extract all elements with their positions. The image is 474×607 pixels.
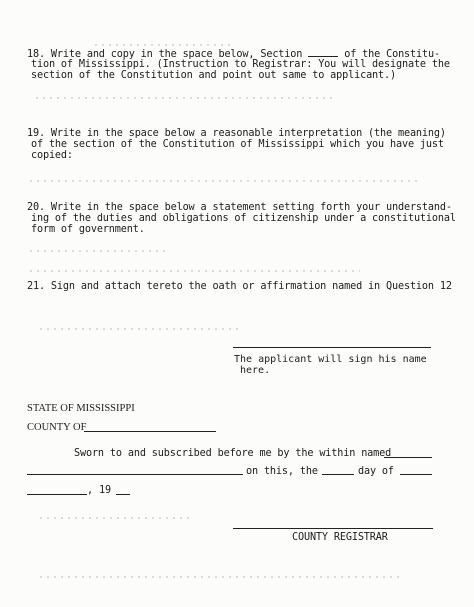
month-field-cont[interactable] [27,494,87,495]
applicant-name-field[interactable] [27,474,243,475]
scan-noise [40,328,240,330]
q21-text-1: 21. Sign and attach tereto the oath or affirmation named in Question 12 [27,281,452,292]
on-this-label: on this, the [246,466,318,477]
q19-text-2: of the section of the Constitution of Mississippi which you have just [31,139,444,150]
month-field[interactable] [400,474,432,475]
q18-text-1b: of the Constitu- [344,49,440,60]
scan-noise [36,97,336,99]
scan-noise [30,250,170,252]
applicant-signature-line[interactable] [233,347,431,348]
q20-text-2: ing of the duties and obligations of citizenship under a constitutional [31,213,456,224]
scan-noise [40,517,190,519]
registrar-signature-line[interactable] [233,528,433,529]
q18-text-2: tion of Mississippi. (Instruction to Registrar: You will designate the [31,59,450,70]
q18-text-3: section of the Constitution and point out same to applicant.) [31,70,396,81]
scan-noise [95,44,235,46]
q19-text-3: copied: [31,150,73,161]
day-of-label: day of [358,466,394,477]
day-field[interactable] [322,474,354,475]
q20-text-1: 20. Write in the space below a statement setting forth your understand- [27,202,452,213]
registrar-label: COUNTY REGISTRAR [292,532,388,543]
scan-noise [40,576,400,578]
section-number-field[interactable] [308,48,338,57]
county-field[interactable] [84,431,216,432]
scan-noise [30,180,420,182]
q19-text-1: 19. Write in the space below a reasonable interpretation (the meaning) [27,128,446,139]
sworn-text: Sworn to and subscribed before me by the within named [74,448,392,459]
applicant-name-field-end[interactable] [384,457,432,458]
year-field[interactable] [116,494,130,495]
applicant-note-1: The applicant will sign his name [234,354,427,365]
q20-text-3: form of government. [31,224,145,235]
state-label: STATE OF MISSISSIPPI [27,403,135,414]
scan-noise [30,270,360,272]
year-label: , 19 [87,485,111,496]
applicant-note-2: here. [240,365,271,376]
q18-text-1: 18. Write and copy in the space below, Section [27,49,303,60]
county-label: COUNTY OF [27,422,87,433]
